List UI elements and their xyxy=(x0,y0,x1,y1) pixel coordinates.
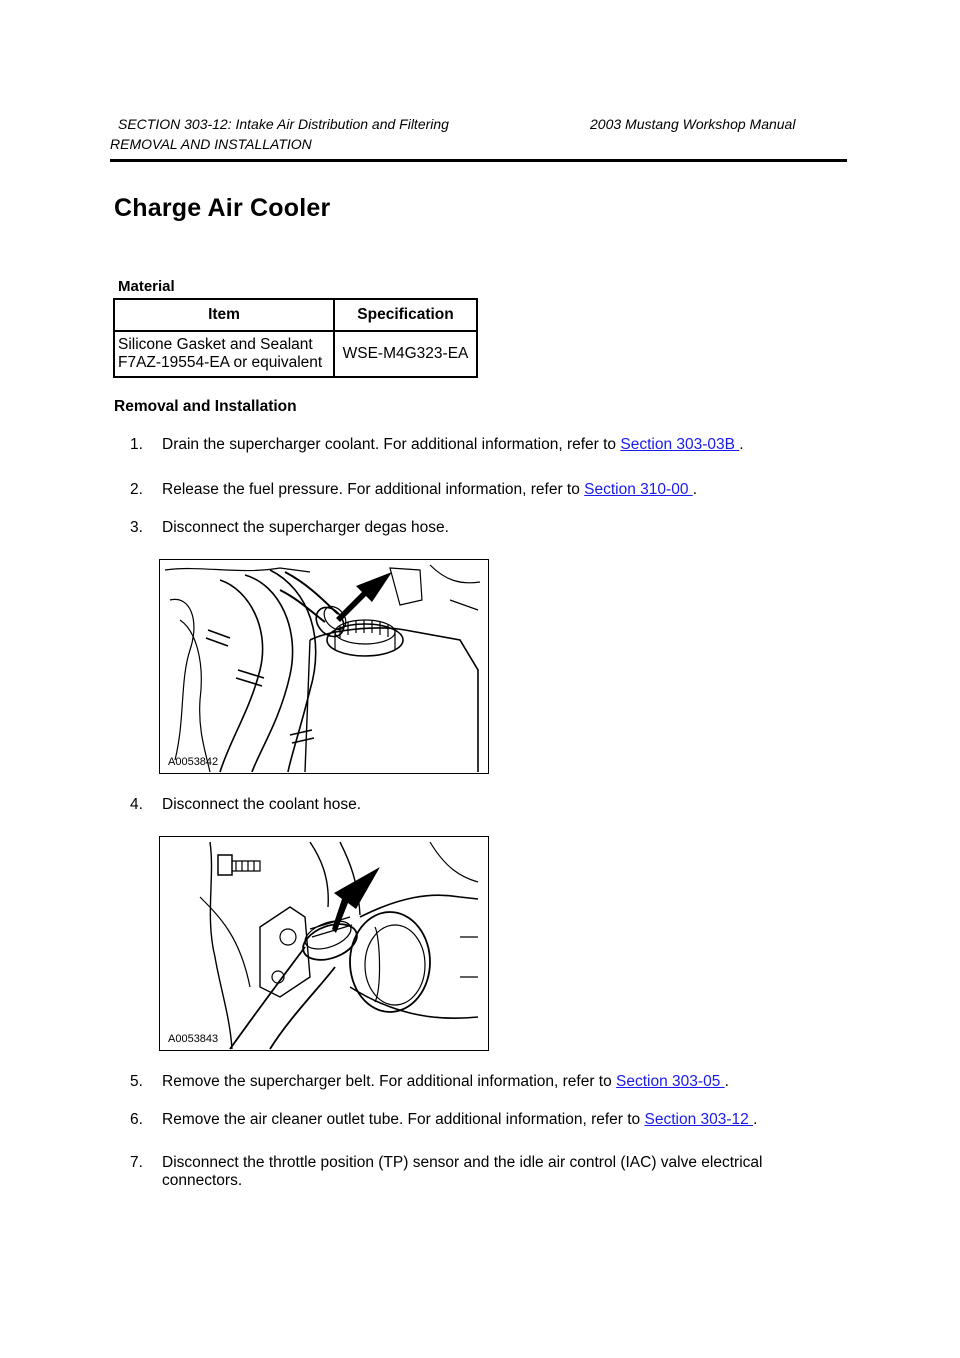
section-310-00-link[interactable]: Section 310-00 xyxy=(584,481,693,498)
material-table-header-row xyxy=(114,299,477,331)
material-label: Material xyxy=(118,278,175,295)
step-number: 4. xyxy=(130,796,143,813)
figure-degas-hose xyxy=(159,559,489,774)
material-table-row xyxy=(114,331,477,377)
step-number: 5. xyxy=(130,1073,143,1090)
step-text xyxy=(162,1111,757,1129)
material-table xyxy=(113,298,478,378)
header-manual-title: 2003 Mustang Workshop Manual xyxy=(590,116,796,132)
step-text-end: . xyxy=(739,436,744,453)
step-text-end: . xyxy=(724,1073,729,1090)
step-number: 1. xyxy=(130,436,143,453)
step-number: 6. xyxy=(130,1111,143,1128)
step-text: Disconnect the supercharger degas hose. xyxy=(162,519,449,536)
step-text xyxy=(162,436,744,454)
material-item-line1: Silicone Gasket and Sealant xyxy=(118,336,313,353)
step-text-body: Remove the air cleaner outlet tube. For additional information, refer to xyxy=(162,1111,645,1128)
material-item-cell xyxy=(114,331,334,377)
step-text xyxy=(162,1073,729,1091)
section-heading: Removal and Installation xyxy=(114,398,297,415)
coolant-hose-illustration xyxy=(160,837,488,1050)
header-section-title: SECTION 303-12: Intake Air Distribution and Filtering xyxy=(118,116,449,132)
material-col-item: Item xyxy=(114,299,334,331)
step-text-continued: connectors. xyxy=(162,1172,243,1189)
material-spec-cell: WSE-M4G323-EA xyxy=(334,331,477,377)
step-text-body: Release the fuel pressure. For additional information, refer to xyxy=(162,481,585,498)
section-303-12-link[interactable]: Section 303-12 xyxy=(644,1111,754,1128)
step-text-body: Drain the supercharger coolant. For additional information, refer to xyxy=(162,436,621,453)
figure-label: A0053843 xyxy=(168,1033,219,1045)
step-text: Disconnect the coolant hose. xyxy=(162,796,362,813)
step-text-end: . xyxy=(753,1111,758,1128)
step-text: Disconnect the throttle position (TP) sensor and the idle air control (IAC) valve electrical xyxy=(162,1154,763,1171)
material-item-line2: F7AZ-19554-EA or equivalent xyxy=(118,354,323,371)
section-303-05-link[interactable]: Section 303-05 xyxy=(616,1073,725,1090)
figure-label: A0053842 xyxy=(168,756,219,768)
page-title: Charge Air Cooler xyxy=(114,194,331,222)
step-text xyxy=(162,481,697,499)
header-subheading: REMOVAL AND INSTALLATION xyxy=(110,136,312,152)
step-text-body: Remove the supercharger belt. For additional information, refer to xyxy=(162,1073,617,1090)
step-number: 3. xyxy=(130,519,143,536)
section-303-03b-link[interactable]: Section 303-03B xyxy=(620,436,740,453)
material-col-spec: Specification xyxy=(334,299,477,331)
step-number: 2. xyxy=(130,481,143,498)
degas-hose-illustration xyxy=(160,560,488,773)
step-text-end: . xyxy=(692,481,698,498)
header-rule xyxy=(110,159,847,162)
figure-coolant-hose xyxy=(159,836,489,1051)
step-number: 7. xyxy=(130,1154,143,1171)
